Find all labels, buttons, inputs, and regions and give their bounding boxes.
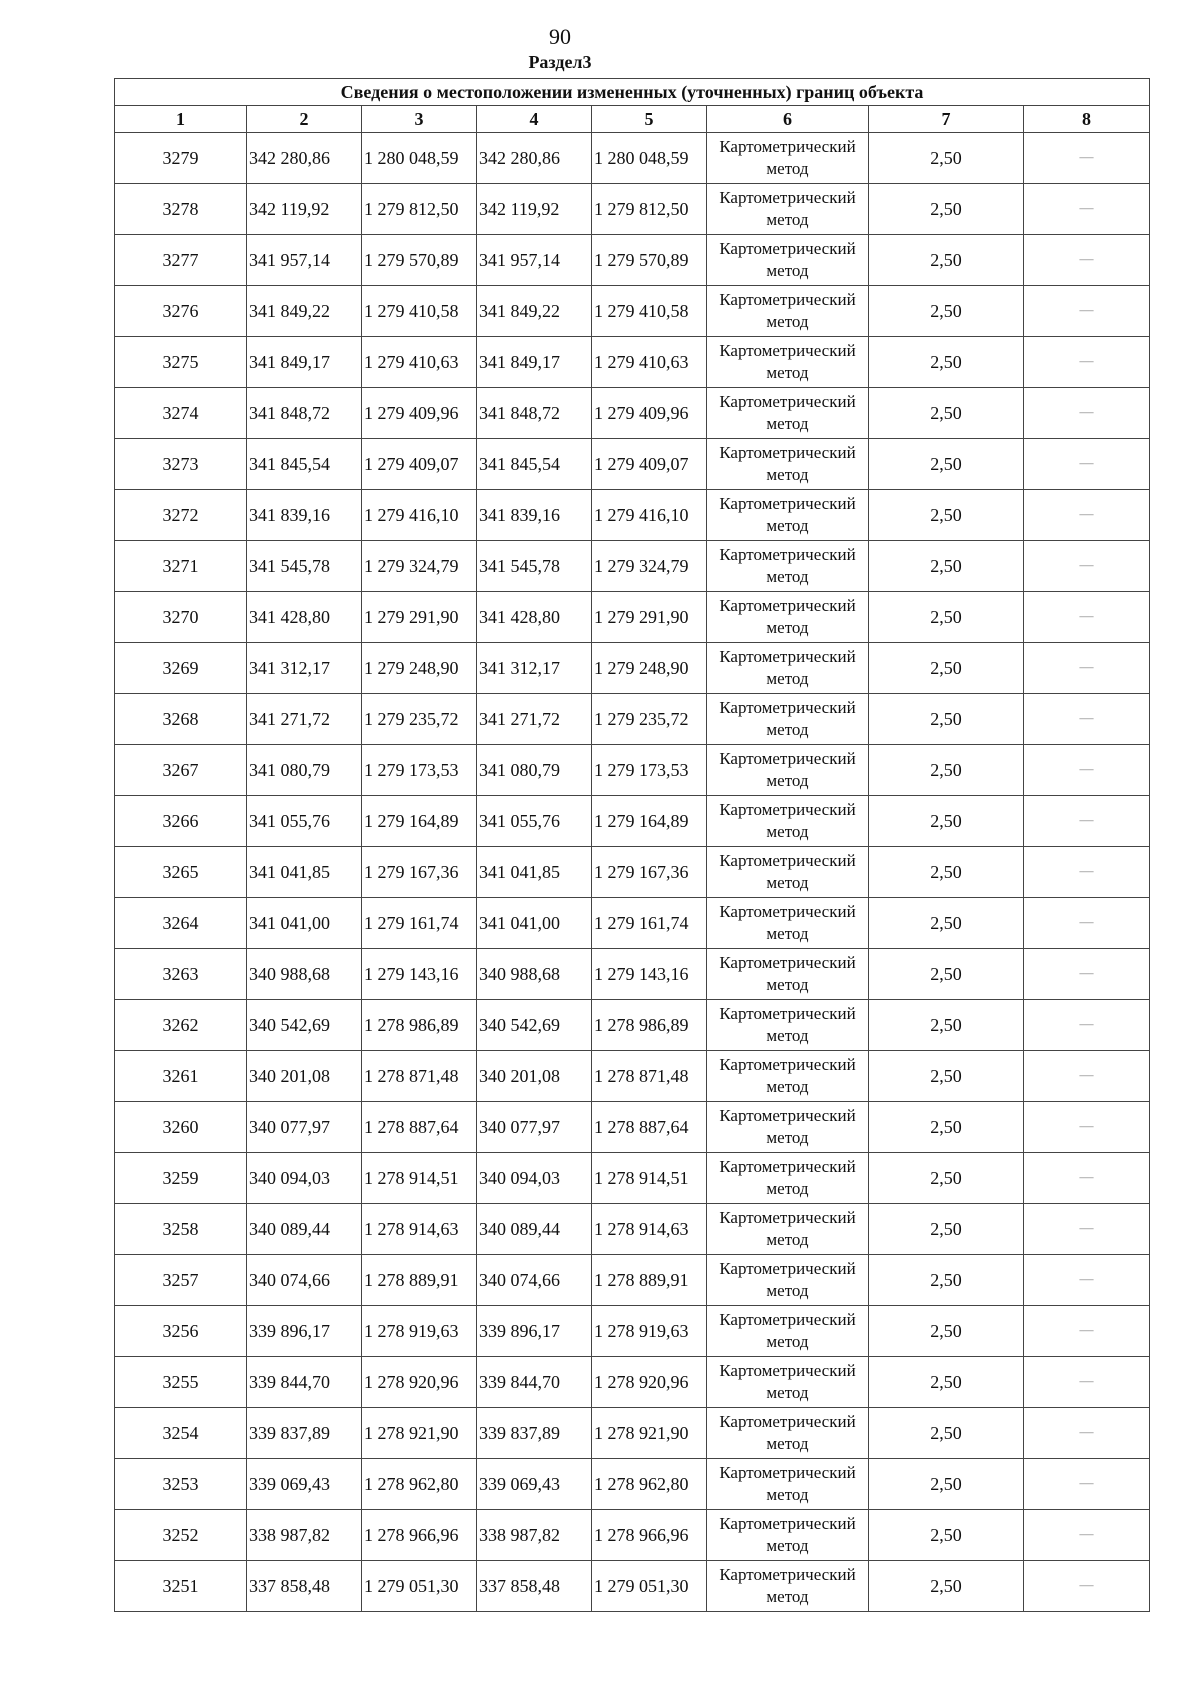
point-number-cell: 3269 [115,643,247,694]
x-new-cell: 341 080,79 [477,745,592,796]
y-new-cell: 1 278 919,63 [592,1306,707,1357]
table-row [115,541,1150,592]
y-old-cell: 1 280 048,59 [362,133,477,184]
accuracy-cell: 2,50 [869,898,1024,949]
table-row [115,1102,1150,1153]
y-new-cell: 1 279 051,30 [592,1561,707,1612]
point-number-cell: 3278 [115,184,247,235]
point-number-cell: 3272 [115,490,247,541]
x-new-cell: 339 837,89 [477,1408,592,1459]
table-row [115,796,1150,847]
method-cell: Картометрический метод [707,388,869,439]
accuracy-cell: 2,50 [869,286,1024,337]
description-cell: — [1024,1510,1150,1561]
table-row [115,1306,1150,1357]
x-old-cell: 338 987,82 [247,1510,362,1561]
method-cell: Картометрический метод [707,439,869,490]
x-new-cell: 339 844,70 [477,1357,592,1408]
x-old-cell: 341 957,14 [247,235,362,286]
description-cell: — [1024,1000,1150,1051]
method-cell: Картометрический метод [707,1306,869,1357]
y-new-cell: 1 279 167,36 [592,847,707,898]
y-old-cell: 1 279 291,90 [362,592,477,643]
accuracy-cell: 2,50 [869,1357,1024,1408]
description-cell: — [1024,643,1150,694]
y-old-cell: 1 278 962,80 [362,1459,477,1510]
y-old-cell: 1 279 410,63 [362,337,477,388]
x-old-cell: 342 119,92 [247,184,362,235]
method-cell: Картометрический метод [707,1102,869,1153]
point-number-cell: 3274 [115,388,247,439]
table-row [115,694,1150,745]
boundary-table [114,78,1150,1612]
x-old-cell: 341 041,00 [247,898,362,949]
method-cell: Картометрический метод [707,184,869,235]
accuracy-cell: 2,50 [869,1153,1024,1204]
y-old-cell: 1 279 051,30 [362,1561,477,1612]
y-old-cell: 1 278 871,48 [362,1051,477,1102]
table-row [115,490,1150,541]
x-new-cell: 340 077,97 [477,1102,592,1153]
y-new-cell: 1 279 161,74 [592,898,707,949]
x-old-cell: 341 055,76 [247,796,362,847]
x-old-cell: 339 069,43 [247,1459,362,1510]
method-cell: Картометрический метод [707,1459,869,1510]
point-number-cell: 3255 [115,1357,247,1408]
x-new-cell: 341 041,00 [477,898,592,949]
y-old-cell: 1 279 812,50 [362,184,477,235]
table-row [115,1153,1150,1204]
accuracy-cell: 2,50 [869,1459,1024,1510]
x-old-cell: 340 988,68 [247,949,362,1000]
description-cell: — [1024,1153,1150,1204]
point-number-cell: 3273 [115,439,247,490]
table-row [115,439,1150,490]
x-new-cell: 340 201,08 [477,1051,592,1102]
y-old-cell: 1 278 919,63 [362,1306,477,1357]
accuracy-cell: 2,50 [869,1561,1024,1612]
x-old-cell: 341 080,79 [247,745,362,796]
method-cell: Картометрический метод [707,541,869,592]
x-old-cell: 341 849,22 [247,286,362,337]
accuracy-cell: 2,50 [869,694,1024,745]
x-new-cell: 341 312,17 [477,643,592,694]
accuracy-cell: 2,50 [869,337,1024,388]
description-cell: — [1024,745,1150,796]
x-old-cell: 340 542,69 [247,1000,362,1051]
column-number: 4 [477,106,592,133]
y-new-cell: 1 279 164,89 [592,796,707,847]
description-cell: — [1024,490,1150,541]
point-number-cell: 3262 [115,1000,247,1051]
description-cell: — [1024,286,1150,337]
method-cell: Картометрический метод [707,1357,869,1408]
y-new-cell: 1 279 173,53 [592,745,707,796]
x-new-cell: 340 089,44 [477,1204,592,1255]
accuracy-cell: 2,50 [869,184,1024,235]
table-row [115,1408,1150,1459]
point-number-cell: 3271 [115,541,247,592]
point-number-cell: 3268 [115,694,247,745]
table-row [115,592,1150,643]
accuracy-cell: 2,50 [869,235,1024,286]
y-new-cell: 1 279 409,07 [592,439,707,490]
accuracy-cell: 2,50 [869,541,1024,592]
accuracy-cell: 2,50 [869,643,1024,694]
table-row [115,949,1150,1000]
column-number-row [115,106,1150,133]
y-new-cell: 1 279 570,89 [592,235,707,286]
y-new-cell: 1 279 410,58 [592,286,707,337]
y-old-cell: 1 279 570,89 [362,235,477,286]
table-row [115,1357,1150,1408]
description-cell: — [1024,1102,1150,1153]
description-cell: — [1024,592,1150,643]
point-number-cell: 3261 [115,1051,247,1102]
y-old-cell: 1 279 248,90 [362,643,477,694]
table-row [115,745,1150,796]
x-old-cell: 341 839,16 [247,490,362,541]
column-number: 7 [869,106,1024,133]
y-old-cell: 1 278 887,64 [362,1102,477,1153]
y-old-cell: 1 279 164,89 [362,796,477,847]
description-cell: — [1024,541,1150,592]
table-row [115,1510,1150,1561]
point-number-cell: 3251 [115,1561,247,1612]
table-body [115,133,1150,1612]
table-row [115,1459,1150,1510]
y-old-cell: 1 279 161,74 [362,898,477,949]
column-number: 3 [362,106,477,133]
method-cell: Картометрический метод [707,847,869,898]
x-new-cell: 340 988,68 [477,949,592,1000]
description-cell: — [1024,439,1150,490]
x-old-cell: 340 201,08 [247,1051,362,1102]
method-cell: Картометрический метод [707,1408,869,1459]
method-cell: Картометрический метод [707,694,869,745]
x-new-cell: 341 428,80 [477,592,592,643]
x-old-cell: 341 271,72 [247,694,362,745]
accuracy-cell: 2,50 [869,745,1024,796]
y-old-cell: 1 279 410,58 [362,286,477,337]
description-cell: — [1024,337,1150,388]
description-cell: — [1024,1306,1150,1357]
y-new-cell: 1 280 048,59 [592,133,707,184]
table-row [115,133,1150,184]
x-old-cell: 337 858,48 [247,1561,362,1612]
method-cell: Картометрический метод [707,1255,869,1306]
method-cell: Картометрический метод [707,643,869,694]
point-number-cell: 3276 [115,286,247,337]
x-old-cell: 339 896,17 [247,1306,362,1357]
x-new-cell: 341 545,78 [477,541,592,592]
y-old-cell: 1 279 167,36 [362,847,477,898]
x-new-cell: 341 849,17 [477,337,592,388]
point-number-cell: 3277 [115,235,247,286]
x-old-cell: 341 848,72 [247,388,362,439]
y-new-cell: 1 279 410,63 [592,337,707,388]
y-old-cell: 1 278 920,96 [362,1357,477,1408]
accuracy-cell: 2,50 [869,949,1024,1000]
point-number-cell: 3253 [115,1459,247,1510]
description-cell: — [1024,1561,1150,1612]
x-new-cell: 342 280,86 [477,133,592,184]
table-row [115,643,1150,694]
y-new-cell: 1 278 986,89 [592,1000,707,1051]
method-cell: Картометрический метод [707,235,869,286]
description-cell: — [1024,235,1150,286]
x-new-cell: 341 055,76 [477,796,592,847]
x-old-cell: 340 074,66 [247,1255,362,1306]
table-row [115,1255,1150,1306]
point-number-cell: 3275 [115,337,247,388]
description-cell: — [1024,1357,1150,1408]
y-old-cell: 1 278 966,96 [362,1510,477,1561]
page-number: 90 [549,24,571,49]
accuracy-cell: 2,50 [869,1000,1024,1051]
x-old-cell: 339 837,89 [247,1408,362,1459]
column-number: 2 [247,106,362,133]
y-new-cell: 1 279 291,90 [592,592,707,643]
y-old-cell: 1 279 173,53 [362,745,477,796]
x-new-cell: 341 849,22 [477,286,592,337]
column-number: 6 [707,106,869,133]
y-new-cell: 1 278 920,96 [592,1357,707,1408]
description-cell: — [1024,949,1150,1000]
y-new-cell: 1 279 143,16 [592,949,707,1000]
x-new-cell: 340 542,69 [477,1000,592,1051]
table-row [115,1000,1150,1051]
point-number-cell: 3264 [115,898,247,949]
accuracy-cell: 2,50 [869,1306,1024,1357]
table-row [115,286,1150,337]
description-cell: — [1024,1459,1150,1510]
table-row [115,898,1150,949]
accuracy-cell: 2,50 [869,1255,1024,1306]
y-old-cell: 1 278 889,91 [362,1255,477,1306]
method-cell: Картометрический метод [707,1000,869,1051]
accuracy-cell: 2,50 [869,1204,1024,1255]
x-old-cell: 341 545,78 [247,541,362,592]
x-old-cell: 340 077,97 [247,1102,362,1153]
y-new-cell: 1 279 416,10 [592,490,707,541]
y-old-cell: 1 278 914,63 [362,1204,477,1255]
column-number: 1 [115,106,247,133]
point-number-cell: 3256 [115,1306,247,1357]
y-old-cell: 1 279 235,72 [362,694,477,745]
column-number: 5 [592,106,707,133]
x-old-cell: 341 428,80 [247,592,362,643]
x-new-cell: 341 845,54 [477,439,592,490]
accuracy-cell: 2,50 [869,1510,1024,1561]
x-new-cell: 341 848,72 [477,388,592,439]
y-old-cell: 1 279 143,16 [362,949,477,1000]
y-new-cell: 1 279 324,79 [592,541,707,592]
description-cell: — [1024,184,1150,235]
description-cell: — [1024,1255,1150,1306]
method-cell: Картометрический метод [707,133,869,184]
method-cell: Картометрический метод [707,898,869,949]
x-new-cell: 340 074,66 [477,1255,592,1306]
accuracy-cell: 2,50 [869,1102,1024,1153]
x-new-cell: 341 957,14 [477,235,592,286]
point-number-cell: 3266 [115,796,247,847]
y-old-cell: 1 278 986,89 [362,1000,477,1051]
point-number-cell: 3258 [115,1204,247,1255]
method-cell: Картометрический метод [707,745,869,796]
y-old-cell: 1 278 914,51 [362,1153,477,1204]
point-number-cell: 3252 [115,1510,247,1561]
method-cell: Картометрический метод [707,1561,869,1612]
accuracy-cell: 2,50 [869,490,1024,541]
method-cell: Картометрический метод [707,286,869,337]
accuracy-cell: 2,50 [869,439,1024,490]
accuracy-cell: 2,50 [869,796,1024,847]
x-old-cell: 341 041,85 [247,847,362,898]
accuracy-cell: 2,50 [869,847,1024,898]
accuracy-cell: 2,50 [869,388,1024,439]
section-title: Раздел3 [528,52,592,72]
table-row [115,1204,1150,1255]
method-cell: Картометрический метод [707,1510,869,1561]
method-cell: Картометрический метод [707,592,869,643]
x-new-cell: 341 271,72 [477,694,592,745]
description-cell: — [1024,1408,1150,1459]
description-cell: — [1024,898,1150,949]
description-cell: — [1024,133,1150,184]
x-old-cell: 340 089,44 [247,1204,362,1255]
x-old-cell: 341 845,54 [247,439,362,490]
point-number-cell: 3257 [115,1255,247,1306]
y-new-cell: 1 278 889,91 [592,1255,707,1306]
x-old-cell: 339 844,70 [247,1357,362,1408]
x-new-cell: 340 094,03 [477,1153,592,1204]
point-number-cell: 3260 [115,1102,247,1153]
table-row [115,337,1150,388]
table-row [115,388,1150,439]
x-new-cell: 339 896,17 [477,1306,592,1357]
table-row [115,235,1150,286]
method-cell: Картометрический метод [707,949,869,1000]
table-caption: Сведения о местоположении измененных (уточненных) границ объекта [115,79,1150,106]
x-new-cell: 338 987,82 [477,1510,592,1561]
table-row [115,847,1150,898]
accuracy-cell: 2,50 [869,592,1024,643]
y-new-cell: 1 279 812,50 [592,184,707,235]
y-old-cell: 1 278 921,90 [362,1408,477,1459]
description-cell: — [1024,1051,1150,1102]
y-old-cell: 1 279 324,79 [362,541,477,592]
point-number-cell: 3254 [115,1408,247,1459]
y-new-cell: 1 279 409,96 [592,388,707,439]
accuracy-cell: 2,50 [869,1408,1024,1459]
x-old-cell: 340 094,03 [247,1153,362,1204]
accuracy-cell: 2,50 [869,1051,1024,1102]
y-new-cell: 1 279 235,72 [592,694,707,745]
point-number-cell: 3263 [115,949,247,1000]
x-new-cell: 341 041,85 [477,847,592,898]
point-number-cell: 3270 [115,592,247,643]
y-old-cell: 1 279 416,10 [362,490,477,541]
description-cell: — [1024,1204,1150,1255]
table-row [115,184,1150,235]
table-row [115,1561,1150,1612]
accuracy-cell: 2,50 [869,133,1024,184]
description-cell: — [1024,694,1150,745]
method-cell: Картометрический метод [707,490,869,541]
x-new-cell: 337 858,48 [477,1561,592,1612]
y-new-cell: 1 279 248,90 [592,643,707,694]
x-old-cell: 342 280,86 [247,133,362,184]
description-cell: — [1024,796,1150,847]
column-number: 8 [1024,106,1150,133]
point-number-cell: 3259 [115,1153,247,1204]
x-old-cell: 341 312,17 [247,643,362,694]
x-old-cell: 341 849,17 [247,337,362,388]
y-old-cell: 1 279 409,07 [362,439,477,490]
point-number-cell: 3267 [115,745,247,796]
table-row [115,1051,1150,1102]
y-new-cell: 1 278 914,51 [592,1153,707,1204]
point-number-cell: 3265 [115,847,247,898]
y-new-cell: 1 278 914,63 [592,1204,707,1255]
y-old-cell: 1 279 409,96 [362,388,477,439]
method-cell: Картометрический метод [707,1204,869,1255]
y-new-cell: 1 278 966,96 [592,1510,707,1561]
method-cell: Картометрический метод [707,796,869,847]
y-new-cell: 1 278 871,48 [592,1051,707,1102]
method-cell: Картометрический метод [707,1051,869,1102]
y-new-cell: 1 278 887,64 [592,1102,707,1153]
point-number-cell: 3279 [115,133,247,184]
description-cell: — [1024,847,1150,898]
y-new-cell: 1 278 921,90 [592,1408,707,1459]
y-new-cell: 1 278 962,80 [592,1459,707,1510]
x-new-cell: 341 839,16 [477,490,592,541]
x-new-cell: 339 069,43 [477,1459,592,1510]
method-cell: Картометрический метод [707,1153,869,1204]
description-cell: — [1024,388,1150,439]
x-new-cell: 342 119,92 [477,184,592,235]
method-cell: Картометрический метод [707,337,869,388]
